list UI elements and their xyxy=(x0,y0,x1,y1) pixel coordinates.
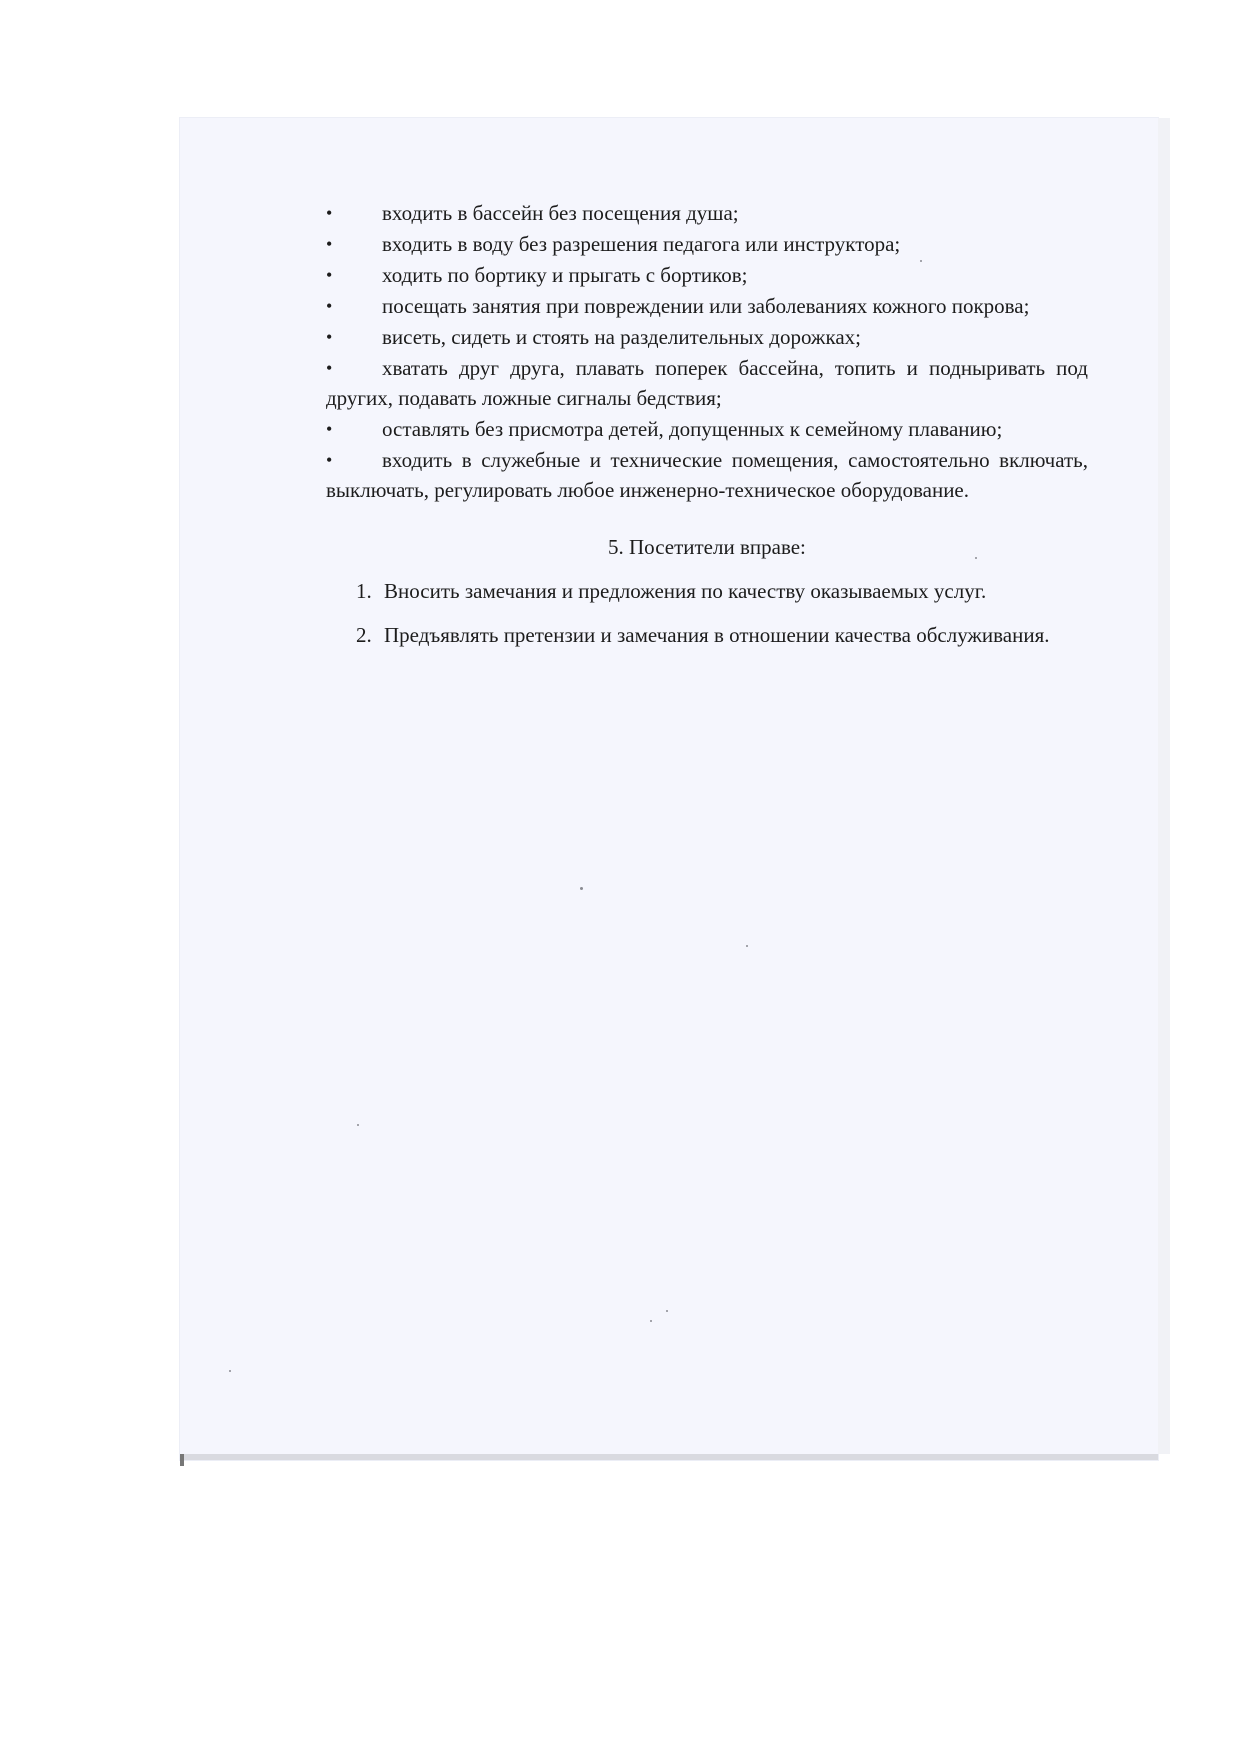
rights-list xyxy=(326,576,1088,650)
list-item xyxy=(326,445,1088,505)
scan-speck xyxy=(580,887,583,890)
document-body xyxy=(326,198,1088,664)
list-item-text: оставлять без присмотра детей, допущенных к семейному плаванию; xyxy=(382,417,1003,441)
list-item-text: хватать друг друга, плавать поперек бассейна, топить и подныривать под других, подавать ложные сигналы бедствия; xyxy=(326,356,1088,410)
scan-speck xyxy=(650,1320,652,1322)
bullet-icon: • xyxy=(326,234,333,254)
bullet-icon: • xyxy=(326,419,333,439)
list-item xyxy=(326,322,1088,352)
bullet-icon: • xyxy=(326,327,333,347)
list-item-text: входить в бассейн без посещения душа; xyxy=(382,201,739,225)
bullet-icon: • xyxy=(326,450,333,470)
list-item xyxy=(326,260,1088,290)
list-item-text: посещать занятия при повреждении или заболеваниях кожного покрова; xyxy=(382,294,1030,318)
scan-speck xyxy=(975,557,977,559)
item-number: 1. xyxy=(356,579,372,603)
list-item xyxy=(326,576,1088,606)
bullet-icon: • xyxy=(326,203,333,223)
list-item xyxy=(326,229,1088,259)
scan-speck xyxy=(746,945,748,947)
scan-speck xyxy=(666,1310,668,1312)
list-item xyxy=(326,353,1088,413)
bullet-icon: • xyxy=(326,296,333,316)
scan-speck xyxy=(357,1124,359,1126)
bullet-icon: • xyxy=(326,265,333,285)
item-number: 2. xyxy=(356,623,372,647)
list-item-text: Вносить замечания и предложения по качеству оказываемых услуг. xyxy=(384,579,987,603)
bullet-icon: • xyxy=(326,358,333,378)
list-item-text: висеть, сидеть и стоять на разделительных дорожках; xyxy=(382,325,861,349)
list-item xyxy=(326,291,1088,321)
list-item-text: входить в воду без разрешения педагога или инструктора; xyxy=(382,232,901,256)
scan-speck xyxy=(229,1370,231,1372)
list-item-text: Предъявлять претензии и замечания в отношении качества обслуживания. xyxy=(384,623,1050,647)
list-item-text: входить в служебные и технические помещения, самостоятельно включать, выключать, регулировать любое инженерно-техническое оборудование. xyxy=(326,448,1088,502)
section-heading: 5. Посетители вправе: xyxy=(608,535,806,559)
prohibitions-list xyxy=(326,198,1088,505)
list-item xyxy=(326,198,1088,228)
list-item-text: ходить по бортику и прыгать с бортиков; xyxy=(382,263,748,287)
list-item xyxy=(326,414,1088,444)
scan-speck xyxy=(920,260,922,262)
list-item xyxy=(326,620,1088,650)
